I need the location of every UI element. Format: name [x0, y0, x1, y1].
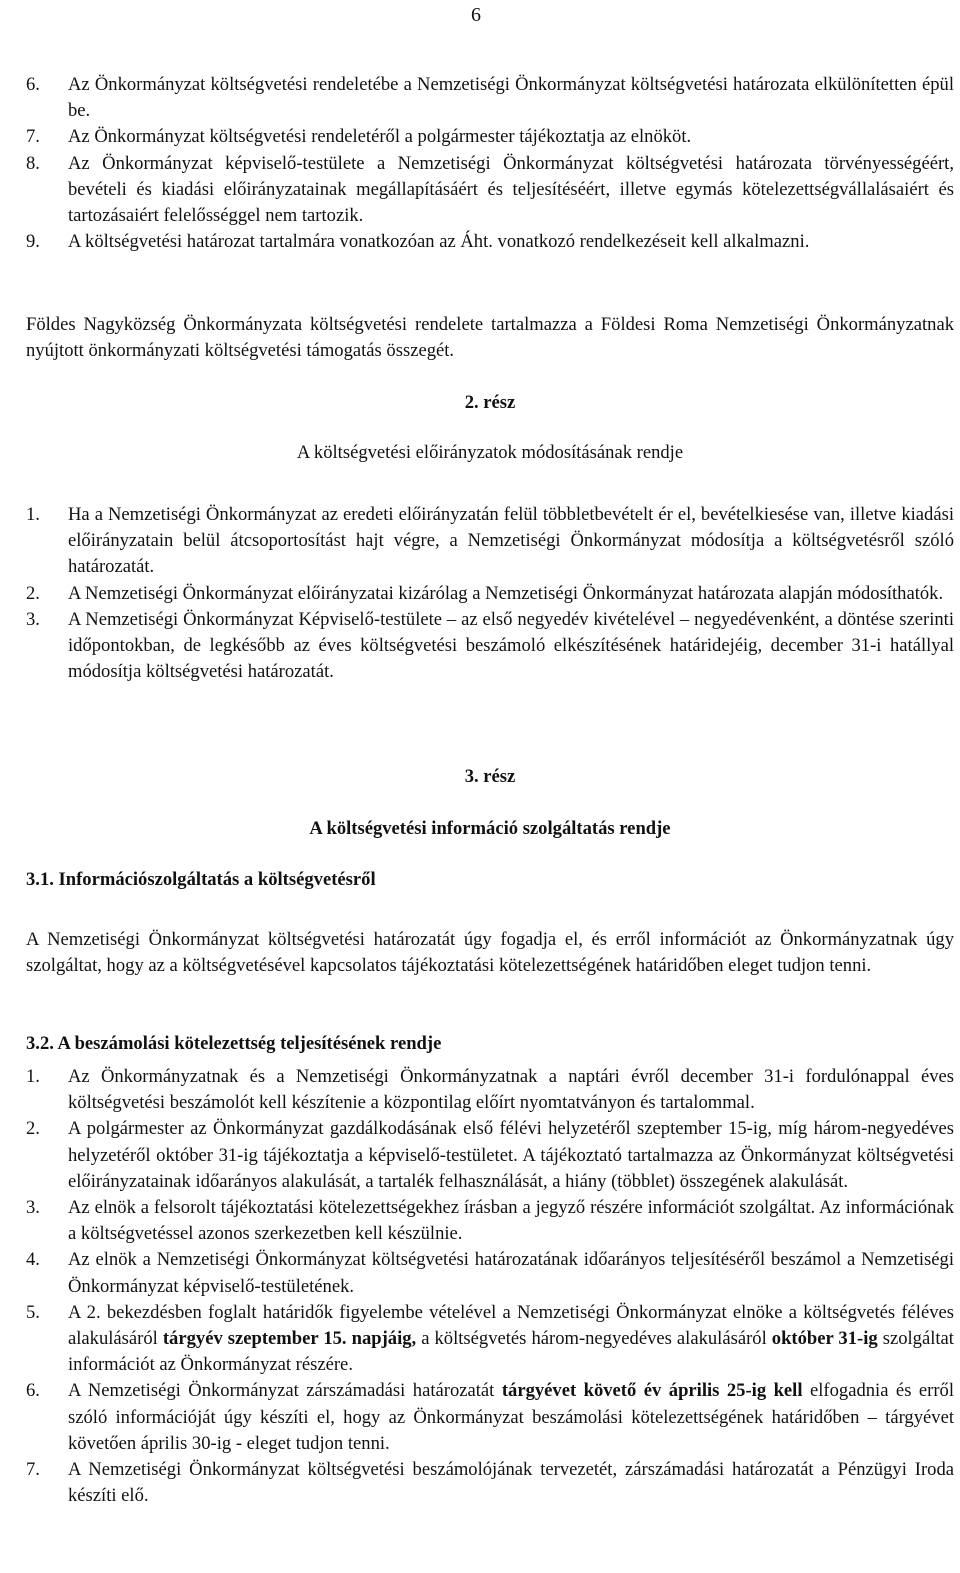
list-item: 6. A Nemzetiségi Önkormányzat zárszámadási határozatát tárgyévet követő év április 25-ig kell elfogadnia és erről szóló információját úgy készíti el, hogy az Önkormányzat beszámolási kötelezettségének határidőben – tárgyévet követően április 30-ig - eleget tudjon tenni. [26, 1380, 954, 1454]
list-item: 9. A költségvetési határozat tartalmára vonatkozóan az Áht. vonatkozó rendelkezéseit kell alkalmazni. [26, 231, 810, 253]
list-item: 3. A Nemzetiségi Önkormányzat Képviselő-testülete – az első negyedév kivételével – negyedévenként, a döntése szerinti időpontokban, de legkésőbb az éves költségvetési beszámoló elkészítésének határidejéig, december 31-i hatállyal módosítja költségvetési határozatát. [26, 608, 954, 683]
subsection-3-2-heading: 3.2. A beszámolási kötelezettség teljesítésének rendje [26, 1033, 442, 1054]
section-1-list [26, 72, 954, 255]
list-item: 5. A 2. bekezdésben foglalt határidők figyelembe vételével a Nemzetiségi Önkormányzat elnöke a költségvetés féléves alakulásáról tárgyév szeptember 15. napjáig, a költségvetés három-negyedéves alakulásáról október 31-ig szolgáltat információt az Önkormányzat részére. [26, 1301, 954, 1376]
foldes-paragraph: Földes Nagyközség Önkormányzata költségvetési rendelete tartalmazza a Földesi Roma Nemzetiségi Önkormányzatnak nyújtott önkormányzati költségvetési támogatás összegét. [26, 314, 954, 362]
page-number: 6 [471, 4, 481, 26]
list-item: 2. A polgármester az Önkormányzat gazdálkodásának első félévi helyzetéről szeptember 15-ig, míg három-negyedéves helyzetéről október 31-ig tájékoztatja a képviselő-testületet. A tájékoztató tartalmazza az Önkormányzat költségvetési előirányzatainak időarányos alakulását, a tartalék felhasználását, a hiány (többlet) összegének alakulását. [26, 1118, 954, 1192]
part3-list [26, 1064, 954, 1509]
part3-heading: 3. rész [464, 766, 516, 787]
list-item: 3. Az elnök a felsorolt tájékoztatási kötelezettségekhez írásban a jegyző részére információt szolgáltat. Az információnak a költségvetéssel azonos szerkezetben kell készülnie. [26, 1197, 954, 1245]
part3-title: A költségvetési információ szolgáltatás rendje [309, 818, 671, 839]
list-item: 7. Az Önkormányzat költségvetési rendeletéről a polgármester tájékoztatja az elnököt. [26, 126, 692, 148]
part2-list [26, 502, 954, 685]
list-item: 4. Az elnök a Nemzetiségi Önkormányzat költségvetési határozatának időarányos teljesítéséről beszámol a Nemzetiségi Önkormányzat képviselő-testületének. [26, 1249, 954, 1297]
part2-title: A költségvetési előirányzatok módosításának rendje [296, 442, 684, 463]
list-item: 6. Az Önkormányzat költségvetési rendeletébe a Nemzetiségi Önkormányzat költségvetési határozata elkülönítetten épül be. [26, 74, 954, 122]
subsection-3-1-text: A Nemzetiségi Önkormányzat költségvetési határozatát úgy fogadja el, és erről információt az Önkormányzatnak úgy szolgáltat, hogy az a költségvetésével kapcsolatos tájékoztatási kötelezettségének határidőben eleget tudjon tenni. [26, 929, 954, 977]
part2-heading: 2. rész [464, 392, 516, 413]
list-item: 7. A Nemzetiségi Önkormányzat költségvetési beszámolójának tervezetét, zárszámadási határozatát a Pénzügyi Iroda készíti elő. [26, 1459, 954, 1507]
list-item: 1. Az Önkormányzatnak és a Nemzetiségi Önkormányzatnak a naptári évről december 31-i fordulónappal éves költségvetési beszámolót kell készítenie a központilag előírt nyomtatványon és tartalommal. [26, 1066, 954, 1114]
list-item: 2. A Nemzetiségi Önkormányzat előirányzatai kizárólag a Nemzetiségi Önkormányzat határozata alapján módosíthatók. [26, 582, 944, 604]
list-item: 1. Ha a Nemzetiségi Önkormányzat az eredeti előirányzatán felül többletbevételt ér el, bevételkiesése van, illetve kiadási előirányzatain belül átcsoportosítást hajt végre, a Nemzetiségi Önkormányzat módosítja a költségvetésről szóló határozatát. [26, 504, 954, 578]
subsection-3-1-heading: 3.1. Információszolgáltatás a költségvetésről [26, 869, 376, 890]
list-item: 8. Az Önkormányzat képviselő-testülete a Nemzetiségi Önkormányzat költségvetési határozata törvényességéért, bevételi és kiadási előirányzatainak megállapításáért és teljesítéséért, illetve egymás kötelezettségvállalásaiért és tartozásaiért felelősséggel nem tartozik. [26, 152, 954, 227]
